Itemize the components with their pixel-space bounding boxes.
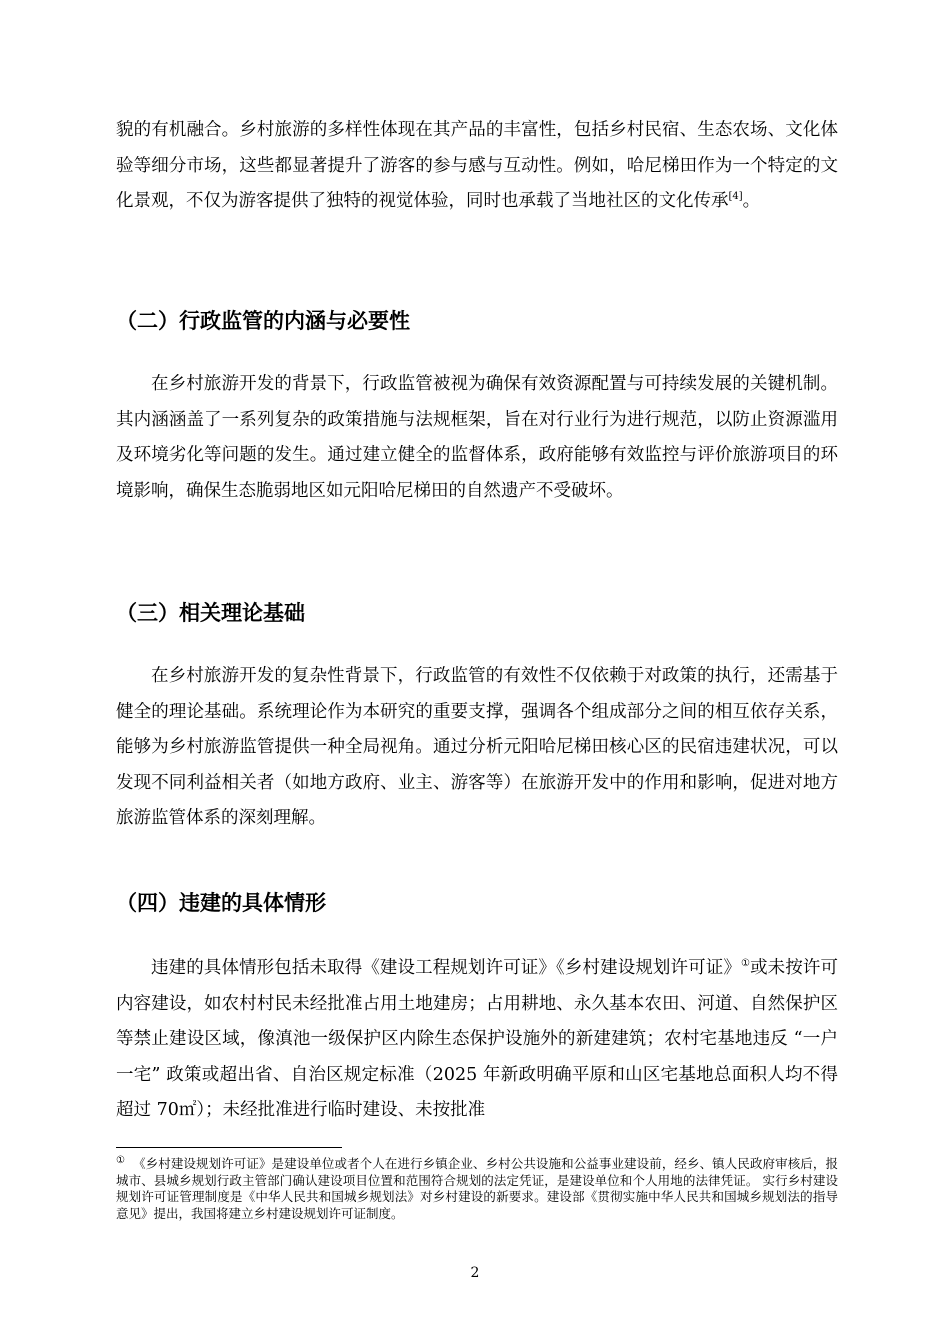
paragraph-rural-tourism-diversity xyxy=(116,113,838,220)
section-heading-administrative-supervision: （二）行政监管的内涵与必要性 xyxy=(116,309,410,333)
paragraph-illegal-construction xyxy=(116,951,838,1129)
paragraph-text-end: 。 xyxy=(742,191,761,211)
paragraph-theoretical-basis: 在乡村旅游开发的复杂性背景下，行政监管的有效性不仅依赖于对政策的执行，还需基于健全的理论基础。系统理论作为本研究的重要支撑，强调各个组成部分之间的相互依存关系，能够为乡村旅游监管提供一种全局视角。通过分析元阳哈尼梯田核心区的民宿违建状况，可以发现不同利益相关者（如地方政府、业主、游客等）在旅游开发中的作用和影响，促进对地方旅游监管体系的深刻理解。 xyxy=(116,666,838,828)
footnote xyxy=(116,1156,838,1222)
citation-reference: [4] xyxy=(728,191,743,203)
footnote-separator xyxy=(116,1147,342,1148)
paragraph-text-continued: 或未按许可内容建设，如农村村民未经批准占用土地建房；占用耕地、永久基本农田、河道、自然保护区等禁止建设区域，像滇池一级保护区内除生态保护设施外的新建建筑；农村宅基地违反 “一户一宅” 政策或超出省、自治区规定标准（2025 年新政明确平原和山区宅基地总面积人均不得超过 70㎡）；未经批准进行临时建设、未按批准 xyxy=(116,958,839,1120)
page-number: 2 xyxy=(470,1265,480,1281)
paragraph-administrative-supervision: 在乡村旅游开发的背景下，行政监管被视为确保有效资源配置与可持续发展的关键机制。其内涵涵盖了一系列复杂的政策措施与法规框架，旨在对行业行为进行规范，以防止资源滥用及环境劣化等问题的发生。通过建立健全的监督体系，政府能够有效监控与评价旅游项目的环境影响，确保生态脆弱地区如元阳哈尼梯田的自然遗产不受破坏。 xyxy=(116,374,838,501)
paragraph-text: 貌的有机融合。乡村旅游的多样性体现在其产品的丰富性，包括乡村民宿、生态农场、文化体验等细分市场，这些都显著提升了游客的参与感与互动性。例如，哈尼梯田作为一个特定的文化景观，不仅为游客提供了独特的视觉体验，同时也承载了当地社区的文化传承 xyxy=(116,120,838,211)
paragraph-text: 违建的具体情形包括未取得《建设工程规划许可证》《乡村建设规划许可证》 xyxy=(151,958,741,978)
footnote-text: 《乡村建设规划许可证》是建设单位或者个人在进行乡镇企业、乡村公共设施和公益事业建设前，经乡、镇人民政府审核后，报城市、县城乡规划行政主管部门确认建设项目位置和范围符合规划的法定凭证，是建设单位和个人用地的法律凭证。 实行乡村建设规划许可证管理制度是《中华人民共和国城乡规划法》对乡村建设的新要求。建设部《贯彻实施中华人民共和国城乡规划法的指导意见》提出，我国将建立乡村建设规划许可证制度。 xyxy=(116,1156,838,1221)
footnote-reference-mark[interactable]: ① xyxy=(740,958,751,970)
section-heading-theoretical-basis: （三）相关理论基础 xyxy=(116,601,305,625)
section-heading-illegal-construction: （四）违建的具体情形 xyxy=(116,891,326,915)
footnote-mark: ① xyxy=(116,1154,126,1166)
